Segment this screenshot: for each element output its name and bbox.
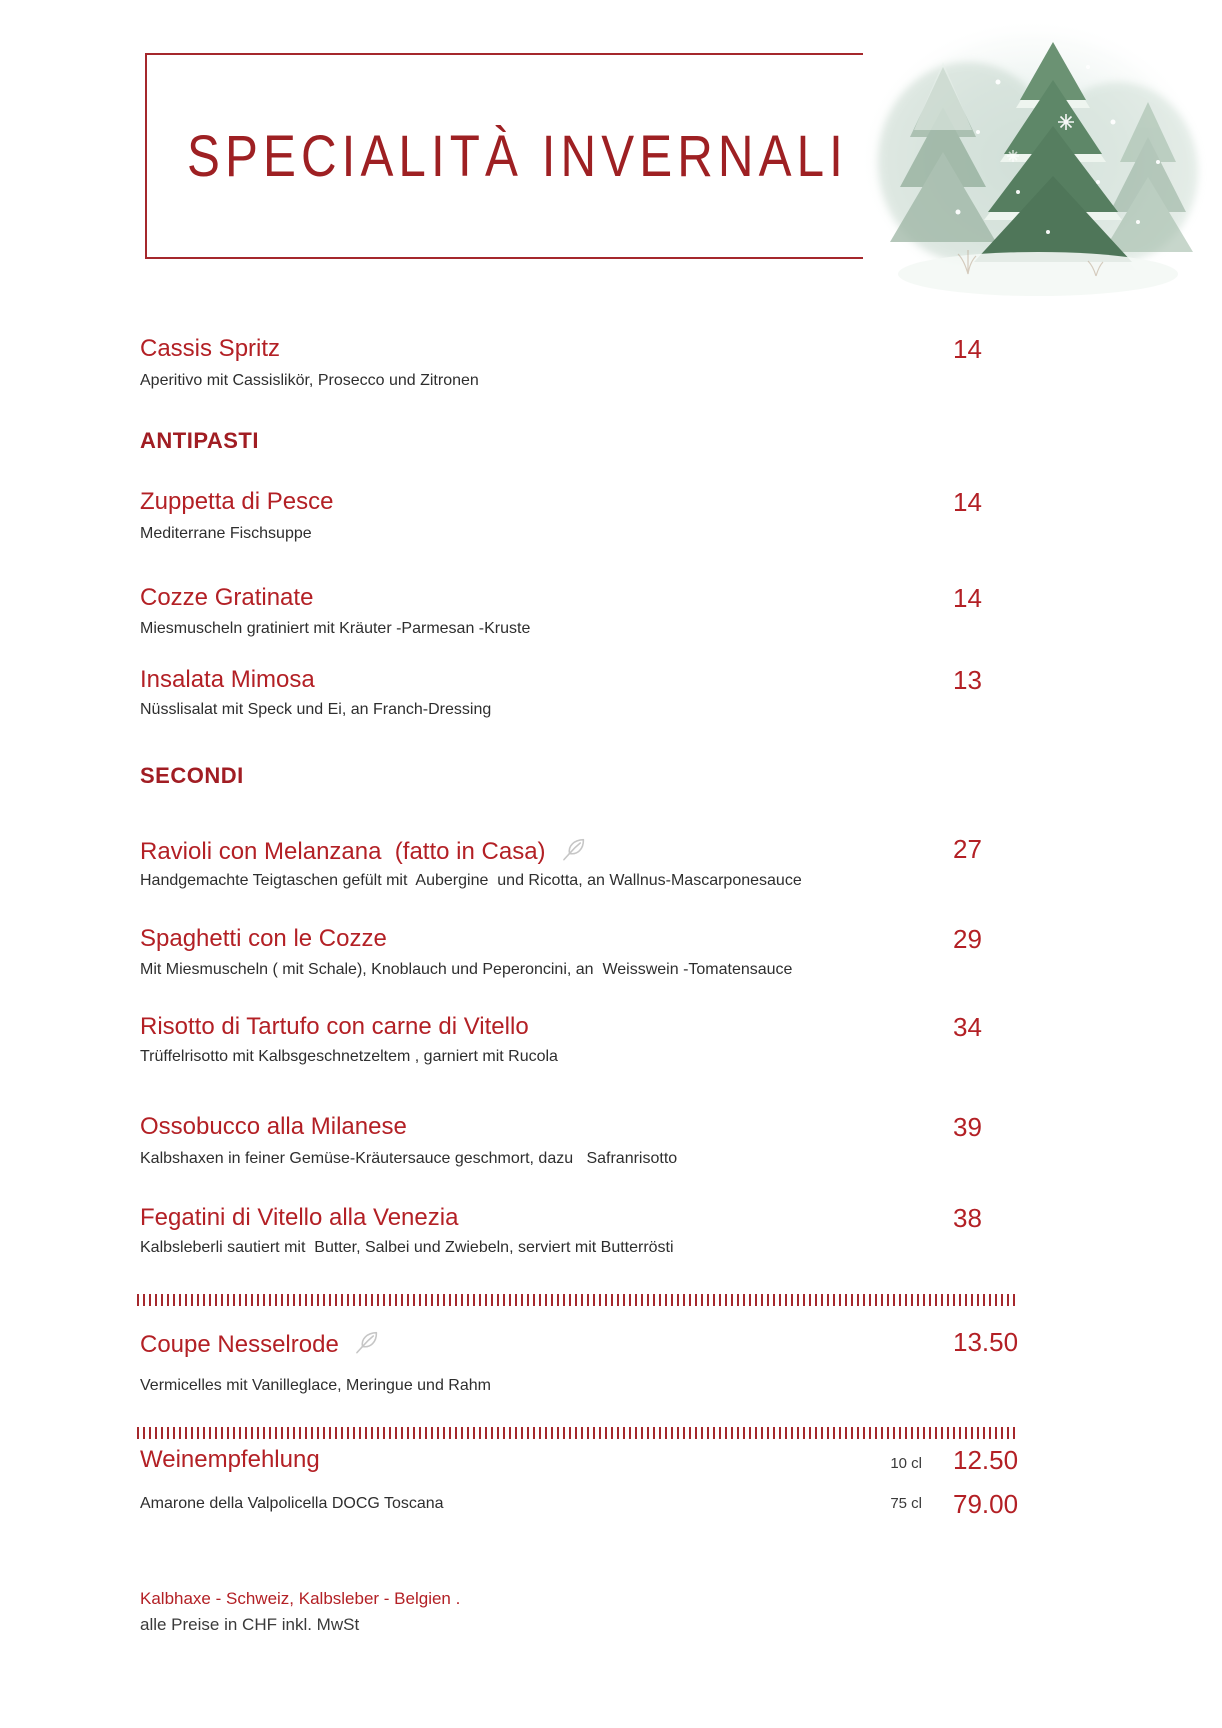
menu-item-desc: Mit Miesmuscheln ( mit Schale), Knoblauch und Peperoncini, an Weisswein -Tomatensauce xyxy=(140,961,793,978)
item-name: Insalata Mimosa xyxy=(140,666,315,693)
item-price: 39 xyxy=(953,1112,982,1142)
item-name: Ossobucco alla Milanese xyxy=(140,1113,407,1140)
leaf-icon xyxy=(353,1329,380,1361)
tick-divider xyxy=(137,1427,1015,1439)
item-price: 38 xyxy=(953,1203,982,1233)
item-name: Risotto di Tartufo con carne di Vitello xyxy=(140,1013,529,1040)
menu-item-desc: Nüsslisalat mit Speck und Ei, an Franch-Dressing xyxy=(140,701,492,718)
menu-item-desc: Mediterrane Fischsuppe xyxy=(140,525,312,542)
tick-divider xyxy=(137,1294,1015,1306)
item-price: 27 xyxy=(953,834,982,864)
page-title: SPECIALITÀ INVERNALI xyxy=(187,123,848,189)
wine-price-small: 12.50 xyxy=(953,1445,1019,1475)
wine-size-large: 75 cl xyxy=(890,1495,922,1512)
item-name: Cozze Gratinate xyxy=(140,584,314,611)
menu-item-insalata-mimosa xyxy=(140,667,1160,693)
wine-heading: Weinempfehlung xyxy=(140,1446,320,1473)
footer-vat-row xyxy=(140,1615,1160,1635)
item-price: 34 xyxy=(953,1012,982,1042)
menu-item-risotto xyxy=(140,1014,1160,1040)
menu-item-desc: Miesmuscheln gratiniert mit Kräuter -Parmesan -Kruste xyxy=(140,620,531,637)
item-price: 13.50 xyxy=(953,1327,1019,1357)
item-name: Ravioli con Melanzana (fatto in Casa) xyxy=(140,838,546,865)
wine-name: Amarone della Valpolicella DOCG Toscana xyxy=(140,1495,444,1512)
section-heading: ANTIPASTI xyxy=(140,428,259,453)
wine-recommendation xyxy=(140,1447,1160,1473)
menu-item-coupe-nesselrode xyxy=(140,1329,1160,1361)
menu-item-desc: Handgemachte Teigtaschen gefült mit Aubergine und Ricotta, an Wallnus-Mascarponesauce xyxy=(140,872,802,889)
item-price: 14 xyxy=(953,583,982,613)
menu-item-ossobucco xyxy=(140,1114,1160,1140)
item-name: Zuppetta di Pesce xyxy=(140,488,334,515)
menu-item-desc: Kalbsleberli sautiert mit Butter, Salbei und Zwiebeln, serviert mit Butterrösti xyxy=(140,1239,674,1256)
vat-note: alle Preise in CHF inkl. MwSt xyxy=(140,1615,360,1634)
menu-item-desc: Kalbshaxen in feiner Gemüse-Kräutersauce geschmort, dazu Safranrisotto xyxy=(140,1150,678,1167)
meat-origin-note: Kalbhaxe - Schweiz, Kalbsleber - Belgien . xyxy=(140,1589,461,1608)
section-secondi xyxy=(140,763,1160,789)
menu-item-ravioli xyxy=(140,836,1160,868)
leaf-icon xyxy=(560,836,587,868)
menu-item-desc: Aperitivo mit Cassislikör, Prosecco und Zitronen xyxy=(140,372,479,389)
wine-price-large: 79.00 xyxy=(953,1489,1019,1519)
item-price: 13 xyxy=(953,665,982,695)
menu-item-spaghetti xyxy=(140,926,1160,952)
section-antipasti xyxy=(140,428,1160,454)
menu-item-fegatini xyxy=(140,1205,1160,1231)
item-price: 14 xyxy=(953,487,982,517)
menu-item-zuppetta xyxy=(140,489,1160,515)
item-name: Fegatini di Vitello alla Venezia xyxy=(140,1204,459,1231)
menu-item-desc: Vermicelles mit Vanilleglace, Meringue und Rahm xyxy=(140,1377,491,1394)
winter-trees-illustration xyxy=(848,12,1212,304)
wine-size-small: 10 cl xyxy=(890,1455,922,1472)
item-name: Coupe Nesselrode xyxy=(140,1331,339,1358)
item-name: Cassis Spritz xyxy=(140,335,281,362)
menu-item-desc: Trüffelrisotto mit Kalbsgeschnetzeltem , garniert mit Rucola xyxy=(140,1048,558,1065)
item-name: Spaghetti con le Cozze xyxy=(140,925,387,952)
menu-item-cassis-spritz xyxy=(140,336,1160,362)
item-price: 14 xyxy=(953,334,982,364)
title-box xyxy=(145,53,863,259)
menu-item-cozze-gratinate xyxy=(140,585,1160,611)
item-price: 29 xyxy=(953,924,982,954)
section-heading: SECONDI xyxy=(140,763,244,788)
footer-origin-row xyxy=(140,1589,1160,1609)
